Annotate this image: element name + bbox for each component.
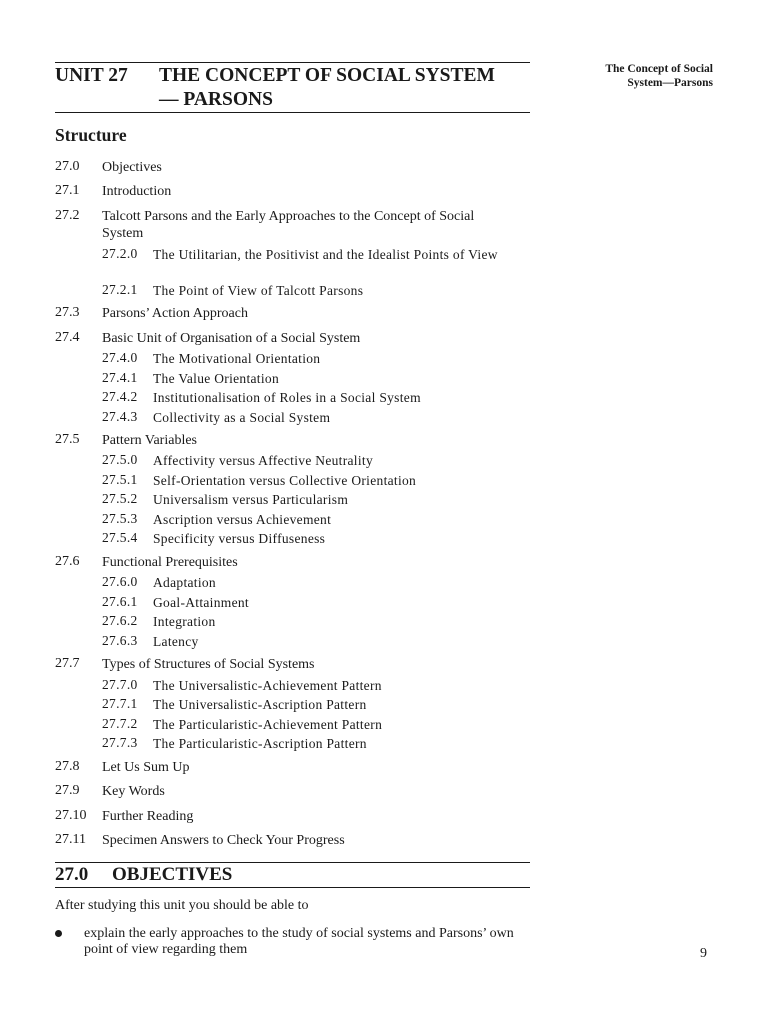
toc-label: Integration bbox=[153, 614, 216, 629]
toc-label: The Utilitarian, the Positivist and the Idealist Points of View bbox=[153, 247, 498, 262]
toc-label: The Particularistic-Achievement Pattern bbox=[153, 717, 383, 732]
toc-label: The Universalistic-Ascription Pattern bbox=[153, 697, 367, 712]
unit-title-line-2: — PARSONS bbox=[159, 89, 273, 110]
toc-label: Pattern Variables bbox=[102, 433, 197, 448]
toc-label: Specimen Answers to Check Your Progress bbox=[102, 833, 345, 848]
toc-label: Institutionalisation of Roles in a Social System bbox=[153, 390, 421, 405]
toc-number: 27.0 bbox=[55, 159, 80, 174]
running-head-line-2: System—Parsons bbox=[627, 77, 713, 89]
toc-number: 27.11 bbox=[55, 832, 86, 847]
toc-number: 27.2.0 bbox=[102, 246, 138, 261]
toc-number: 27.6.1 bbox=[102, 594, 138, 609]
toc-number: 27.7.0 bbox=[102, 677, 138, 692]
toc-label: The Universalistic-Achievement Pattern bbox=[153, 678, 382, 693]
toc-label: Self-Orientation versus Collective Orientation bbox=[153, 473, 417, 488]
toc-number: 27.5.0 bbox=[102, 452, 138, 467]
toc-number: 27.8 bbox=[55, 759, 80, 774]
toc-number: 27.3 bbox=[55, 305, 80, 320]
toc-label: Adaptation bbox=[153, 575, 216, 590]
toc-label: Parsons’ Action Approach bbox=[102, 306, 248, 321]
toc-label: The Point of View of Talcott Parsons bbox=[153, 283, 364, 298]
toc-number: 27.2.1 bbox=[102, 282, 138, 297]
objectives-title: OBJECTIVES bbox=[112, 864, 233, 885]
toc-number: 27.7.1 bbox=[102, 696, 138, 711]
objectives-number: 27.0 bbox=[55, 864, 89, 885]
running-head bbox=[560, 62, 713, 90]
toc-label: Let Us Sum Up bbox=[102, 760, 190, 775]
toc-number: 27.4.0 bbox=[102, 350, 138, 365]
toc-label: Affectivity versus Affective Neutrality bbox=[153, 453, 374, 468]
toc-number: 27.1 bbox=[55, 183, 80, 198]
unit-rule-bottom bbox=[55, 112, 530, 113]
unit-title-line-1: THE CONCEPT OF SOCIAL SYSTEM bbox=[159, 65, 495, 86]
toc-label: Collectivity as a Social System bbox=[153, 410, 331, 425]
objectives-intro: After studying this unit you should be able to bbox=[55, 898, 309, 913]
toc-label: The Particularistic-Ascription Pattern bbox=[153, 736, 367, 751]
unit-number: UNIT 27 bbox=[55, 65, 128, 86]
toc-label: Introduction bbox=[102, 184, 172, 199]
toc-number: 27.4.2 bbox=[102, 389, 138, 404]
toc-number: 27.5.3 bbox=[102, 511, 138, 526]
toc-number: 27.5 bbox=[55, 432, 80, 447]
toc-label: The Motivational Orientation bbox=[153, 351, 321, 366]
toc-number: 27.6.2 bbox=[102, 613, 138, 628]
toc-label: Basic Unit of Organisation of a Social System bbox=[102, 331, 361, 346]
objective-bullet-text: explain the early approaches to the study of social systems and Parsons’ own point of view regarding them bbox=[84, 926, 514, 957]
toc-label: Further Reading bbox=[102, 809, 194, 824]
toc-label: Universalism versus Particularism bbox=[153, 492, 349, 507]
toc-number: 27.6.0 bbox=[102, 574, 138, 589]
toc-number: 27.5.2 bbox=[102, 491, 138, 506]
toc-label: Specificity versus Diffuseness bbox=[153, 531, 326, 546]
toc-label: Functional Prerequisites bbox=[102, 555, 238, 570]
toc-number: 27.7 bbox=[55, 656, 80, 671]
toc-label: Latency bbox=[153, 634, 199, 649]
toc-number: 27.2 bbox=[55, 208, 80, 223]
toc-number: 27.5.1 bbox=[102, 472, 138, 487]
toc-number: 27.9 bbox=[55, 783, 80, 798]
toc-label: Talcott Parsons and the Early Approaches to the Concept of Social System bbox=[102, 209, 475, 241]
toc-label: Key Words bbox=[102, 784, 165, 799]
objectives-rule-top bbox=[55, 862, 530, 863]
toc-label: Objectives bbox=[102, 160, 162, 175]
toc-label: Goal-Attainment bbox=[153, 595, 249, 610]
structure-heading: Structure bbox=[55, 125, 127, 145]
toc-number: 27.5.4 bbox=[102, 530, 138, 545]
toc-label: The Value Orientation bbox=[153, 371, 280, 386]
toc-number: 27.7.2 bbox=[102, 716, 138, 731]
page-number: 9 bbox=[700, 946, 707, 961]
toc-number: 27.4 bbox=[55, 330, 80, 345]
unit-rule-top bbox=[55, 62, 530, 63]
toc-label: Types of Structures of Social Systems bbox=[102, 657, 315, 672]
toc-number: 27.7.3 bbox=[102, 735, 138, 750]
toc-number: 27.10 bbox=[55, 808, 87, 823]
toc-number: 27.6.3 bbox=[102, 633, 138, 648]
unit-title-text bbox=[159, 64, 539, 112]
objectives-rule-bottom bbox=[55, 887, 530, 888]
toc-number: 27.6 bbox=[55, 554, 80, 569]
running-head-line-1: The Concept of Social bbox=[605, 63, 713, 75]
toc-number: 27.4.3 bbox=[102, 409, 138, 424]
toc-number: 27.4.1 bbox=[102, 370, 138, 385]
toc-label: Ascription versus Achievement bbox=[153, 512, 332, 527]
bullet-icon bbox=[55, 930, 62, 937]
